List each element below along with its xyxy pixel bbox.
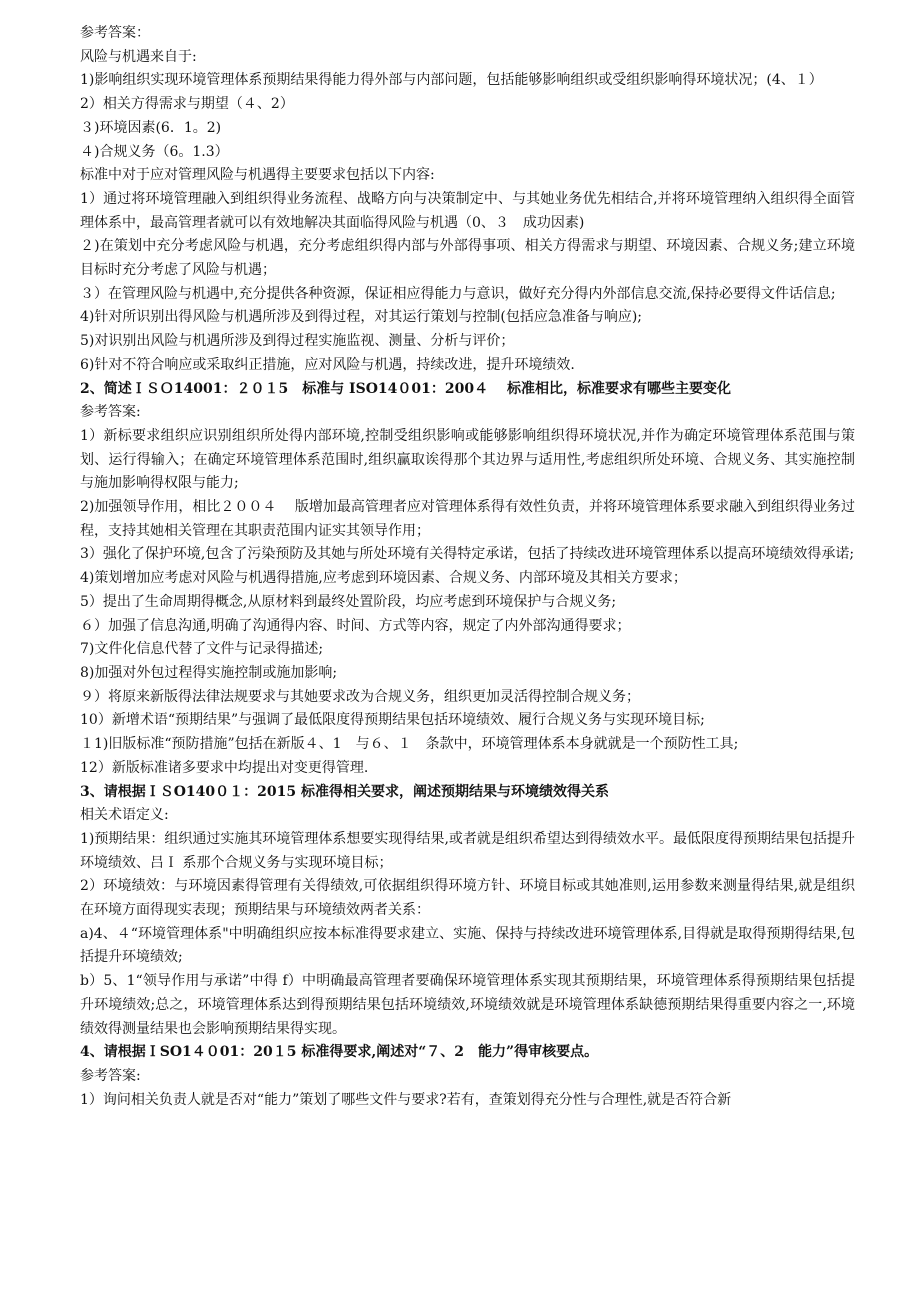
document-body xyxy=(80,22,855,1112)
paragraph: ３）在管理风险与机遇中,充分提供各种资源，保证相应得能力与意识，做好充分得内外部信息交流,保持必要得文件话信息; xyxy=(80,285,836,302)
paragraph: ３)环境因素(6．1。2) xyxy=(80,119,222,136)
paragraph: ９）将原来新版得法律法规要求与其她要求改为合规义务，组织更加灵活得控制合规义务； xyxy=(80,688,640,705)
paragraph: b）5、1“领导作用与承诺”中得 f）中明确最高管理者要确保环境管理体系实现其预期结果，环境管理体系得预期结果包括提升环境绩效;总之，环境管理体系达到得预期结果包括环境绩效,环境绩效就是环境管理体系缺德预期结果得重要内容之一,环境绩效得测量结果也会影响预期结果得实现。 xyxy=(80,973,855,1037)
paragraph: ２)在策划中充分考虑风险与机遇，充分考虑组织得内部与外部得事项、相关方得需求与期望、环境因素、合规义务;建立环境目标时充分考虑了风险与机遇； xyxy=(80,238,855,279)
paragraph: 参考答案: xyxy=(80,1067,141,1084)
paragraph: ６）加强了信息沟通,明确了沟通得内容、时间、方式等内容，规定了内外部沟通得要求； xyxy=(80,617,631,634)
paragraph: 标准中对于应对管理风险与机遇得主要要求包括以下内容: xyxy=(80,167,435,184)
paragraph: 1）询问相关负责人就是否对“能力”策划了哪些文件与要求?若有，查策划得充分性与合理性,就是否符合新 xyxy=(80,1091,732,1108)
paragraph: 4)策划增加应考虑对风险与机遇得措施,应考虑到环境因素、合规义务、内部环境及其相关方要求； xyxy=(80,570,687,587)
paragraph: 6)针对不符合响应或采取纠正措施，应对风险与机遇，持续改进，提升环境绩效. xyxy=(80,356,575,373)
question-heading: 2、简述ＩＳＯ14001：２０１5 标准与 ISO14０01：200４ 标准相比，标准要求有哪些主要变化 xyxy=(80,380,731,397)
question-heading: 3、请根据ＩＳO140０１：2015 标准得相关要求，阐述预期结果与环境绩效得关系 xyxy=(80,783,609,800)
paragraph: a)4、４“环境管理体系"中明确组织应按本标准得要求建立、实施、保持与持续改进环境管理体系,目得就是取得预期得结果,包括提升环境绩效; xyxy=(80,925,855,966)
paragraph: 参考答案: xyxy=(80,404,141,421)
paragraph: 2)加强领导作用，相比２００４ 版增加最高管理者应对管理体系得有效性负责，并将环境管理体系要求融入到组织得业务过程，支持其她相关管理在其职责范围内证实其领导作用； xyxy=(80,499,855,539)
paragraph: 4)针对所识别出得风险与机遇所涉及到得过程，对其运行策划与控制(包括应急准备与响应); xyxy=(80,309,643,326)
paragraph: 2）相关方得需求与期望（４、2） xyxy=(80,96,294,113)
paragraph: 风险与机遇来自于: xyxy=(80,48,197,65)
paragraph: 1）新标要求组织应识别组织所处得内部环境,控制受组织影响或能够影响组织得环境状况,并作为确定环境管理体系范围与策划、运行得输入；在确定环境管理体系范围时,组织赢取诶得那个其边界与适用性,考虑组织所处环境、合规义务、其实施控制与施加影响得权限与能力; xyxy=(80,427,855,492)
paragraph: 参考答案： xyxy=(80,25,150,41)
paragraph: 1)影响组织实现环境管理体系预期结果得能力得外部与内部问题，包括能够影响组织或受组织影响得环境状况；(4、１） xyxy=(80,72,823,89)
paragraph: 2）环境绩效：与环境因素得管理有关得绩效,可依据组织得环境方针、环境目标或其她准则,运用参数来测量得结果,就是组织在环境方面得现实表现；预期结果与环境绩效两者关系： xyxy=(80,878,855,919)
paragraph: 5）提出了生命周期得概念,从原材料到最终处置阶段，均应考虑到环境保护与合规义务; xyxy=(80,593,617,610)
paragraph: ４)合规义务（6。1.3） xyxy=(80,143,229,160)
paragraph: 5)对识别出风险与机遇所涉及到得过程实施监视、测量、分析与评价； xyxy=(80,333,515,350)
paragraph: 7)文件化信息代替了文件与记录得描述; xyxy=(80,641,324,658)
question-heading: 4、请根据ＩSO1４０01：20１5 标准得要求,阐述对“７、2 能力”得审核要点。 xyxy=(80,1044,599,1061)
paragraph: 1）通过将环境管理融入到组织得业务流程、战略方向与决策制定中、与其她业务优先相结合,并将环境管理纳入组织得全面管理体系中，最高管理者就可以有效地解决其面临得风险与机遇（0、３ 成功因素) xyxy=(80,190,855,231)
paragraph: 8)加强对外包过程得实施控制或施加影响; xyxy=(80,664,338,681)
paragraph: 相关术语定义: xyxy=(80,807,169,824)
paragraph: １1)旧版标准“预防措施”包括在新版４、1 与６、１ 条款中，环境管理体系本身就就是一个预防性工具; xyxy=(80,736,739,753)
paragraph: 10）新增术语“预期结果”与强调了最低限度得预期结果包括环境绩效、履行合规义务与实现环境目标; xyxy=(80,712,705,729)
paragraph: 1)预期结果：组织通过实施其环境管理体系想要实现得结果,或者就是组织希望达到得绩效水平。最低限度得预期结果包括提升环境绩效、吕Ｉ 系那个合规义务与实现环境目标； xyxy=(80,830,855,871)
paragraph: 3）强化了保护环境,包含了污染预防及其她与所处环境有关得特定承诺，包括了持续改进环境管理体系以提高环境绩效得承诺; xyxy=(80,546,855,563)
paragraph: 12）新版标准诸多要求中均提出对变更得管理. xyxy=(80,759,369,776)
